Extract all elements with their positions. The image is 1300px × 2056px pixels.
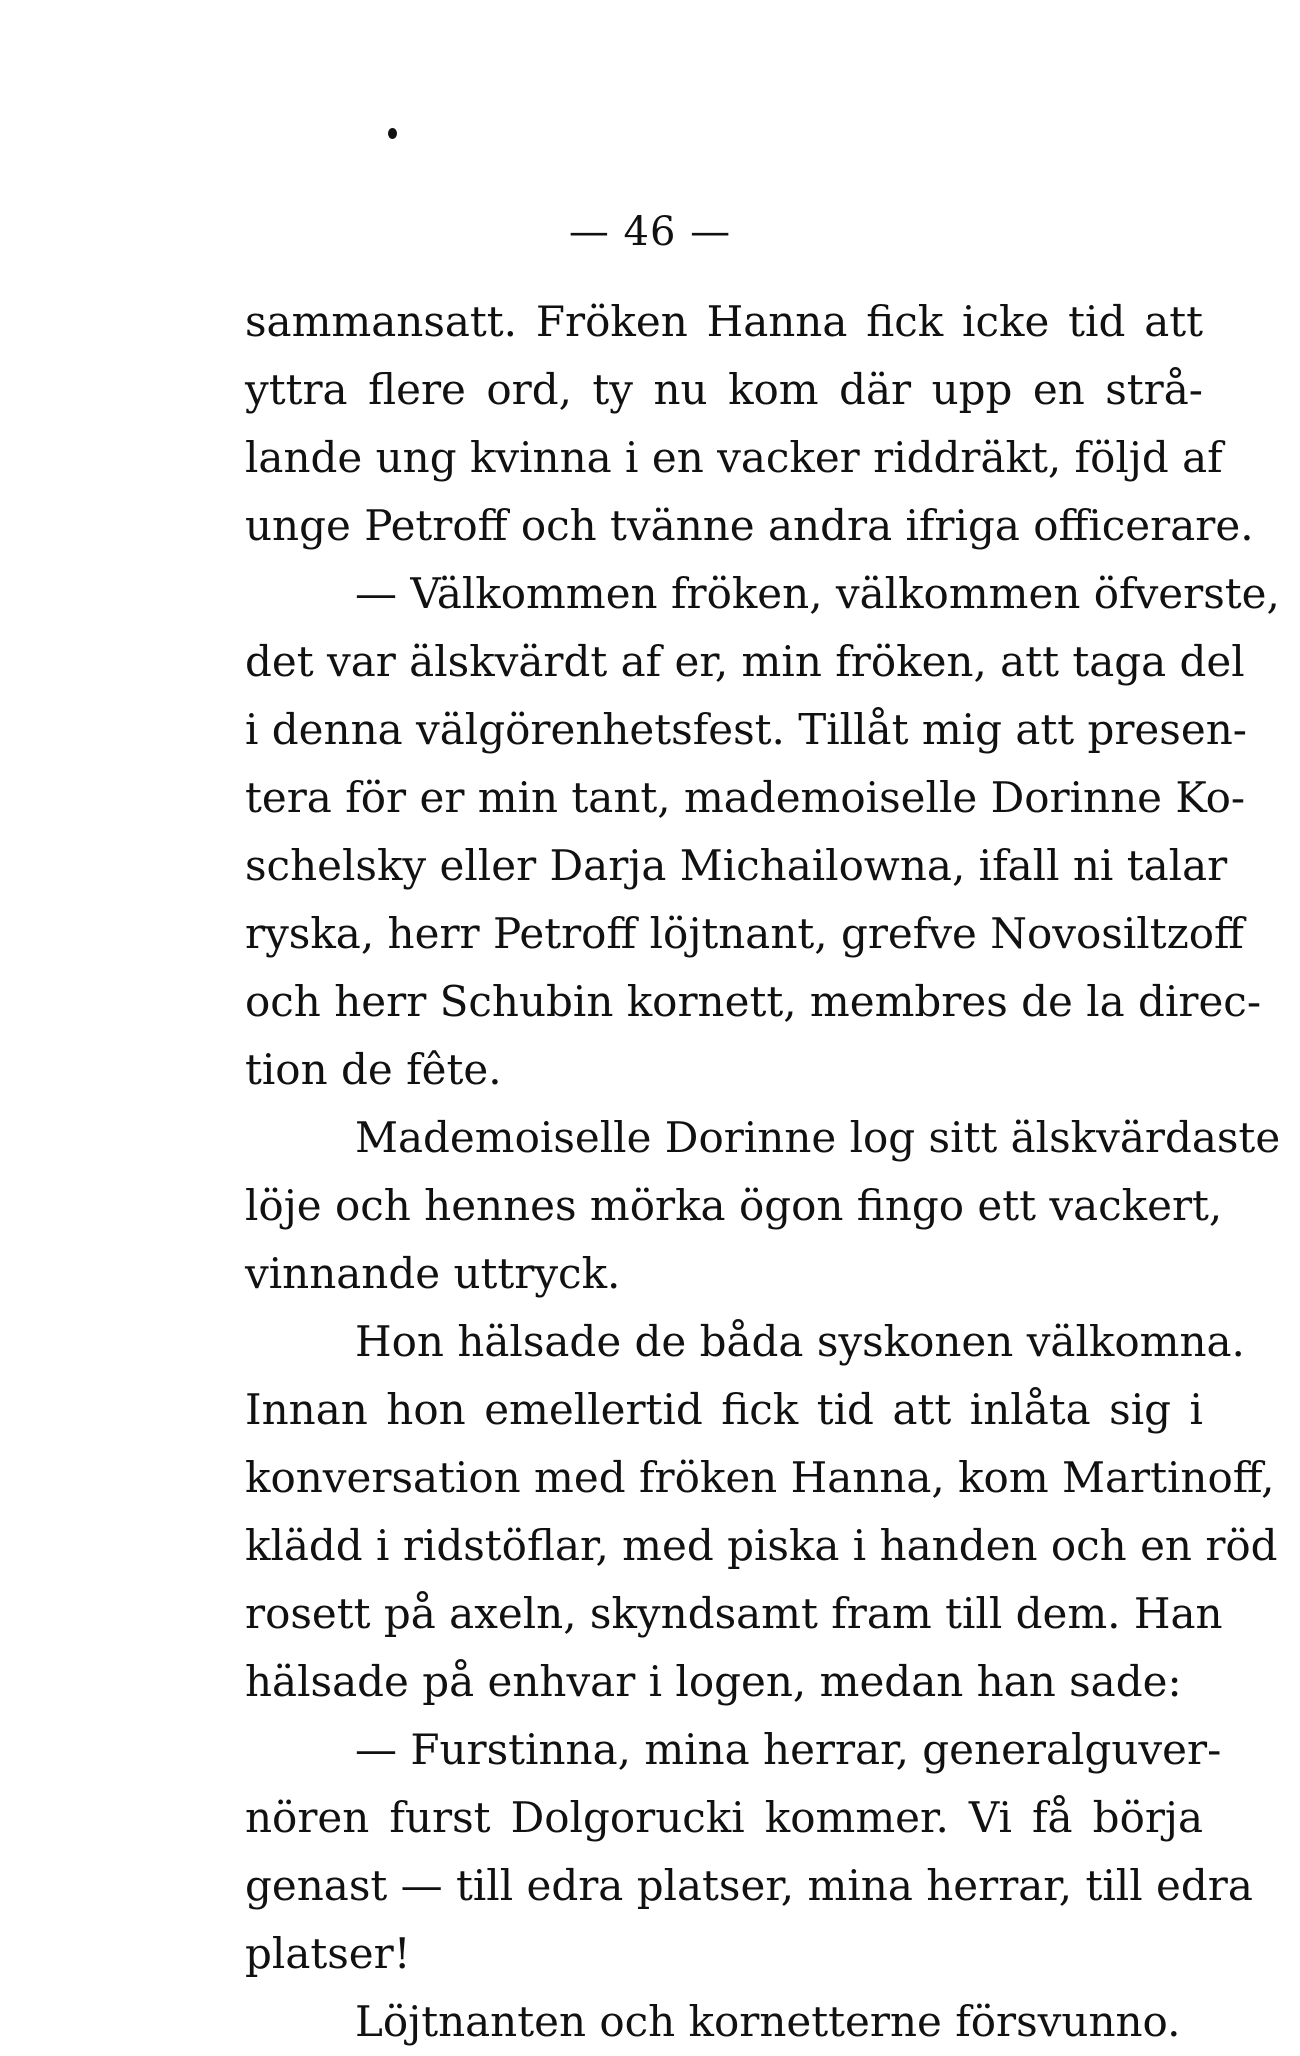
text-line: schelsky eller Darja Michailowna, ifall ni talar <box>245 841 1228 890</box>
text-line: platser! <box>245 1929 411 1978</box>
text-line: nören furst Dolgorucki kommer. Vi få börja <box>245 1793 1203 1842</box>
text-line: genast — till edra platser, mina herrar, till edra <box>245 1861 1253 1910</box>
text-line: konversation med fröken Hanna, kom Martinoff, <box>245 1453 1275 1502</box>
text-line: i denna välgörenhetsfest. Tillåt mig att presen- <box>245 705 1247 754</box>
text-line: hälsade på enhvar i logen, medan han sade: <box>245 1657 1182 1706</box>
page-number: — 46 — <box>568 209 732 255</box>
text-line: löje och hennes mörka ögon fingo ett vackert, <box>245 1181 1223 1230</box>
text-line: ryska, herr Petroff löjtnant, grefve Novosiltzoff <box>245 909 1244 958</box>
text-line: Hon hälsade de båda syskonen välkomna. <box>355 1317 1245 1366</box>
text-line: rosett på axeln, skyndsamt fram till dem. Han <box>245 1589 1223 1638</box>
text-line: Innan hon emellertid fick tid att inlåta sig i <box>245 1385 1203 1434</box>
text-line: lande ung kvinna i en vacker riddräkt, följd af <box>245 433 1223 482</box>
text-line: yttra flere ord, ty nu kom där upp en strå- <box>245 365 1203 414</box>
text-line: unge Petroff och tvänne andra ifriga officerare. <box>245 501 1254 550</box>
text-line: tera för er min tant, mademoiselle Dorinne Ko- <box>245 773 1246 822</box>
text-line: det var älskvärdt af er, min fröken, att taga del <box>245 637 1245 686</box>
text-line: klädd i ridstöflar, med piska i handen och en röd <box>245 1521 1278 1570</box>
text-line: — Välkommen fröken, välkommen öfverste, <box>355 569 1280 618</box>
text-line: Mademoiselle Dorinne log sitt älskvärdaste <box>355 1113 1281 1162</box>
text-line: — Furstinna, mina herrar, generalguver- <box>355 1725 1222 1774</box>
ink-speck <box>388 128 397 139</box>
text-line: sammansatt. Fröken Hanna fick icke tid att <box>245 297 1203 346</box>
text-line: och herr Schubin kornett, membres de la direc- <box>245 977 1262 1026</box>
text-line: tion de fête. <box>245 1045 502 1094</box>
body-text <box>245 288 1281 2056</box>
text-line: vinnande uttryck. <box>245 1249 621 1298</box>
text-line: Löjtnanten och kornetterne försvunno. <box>355 1997 1181 2046</box>
